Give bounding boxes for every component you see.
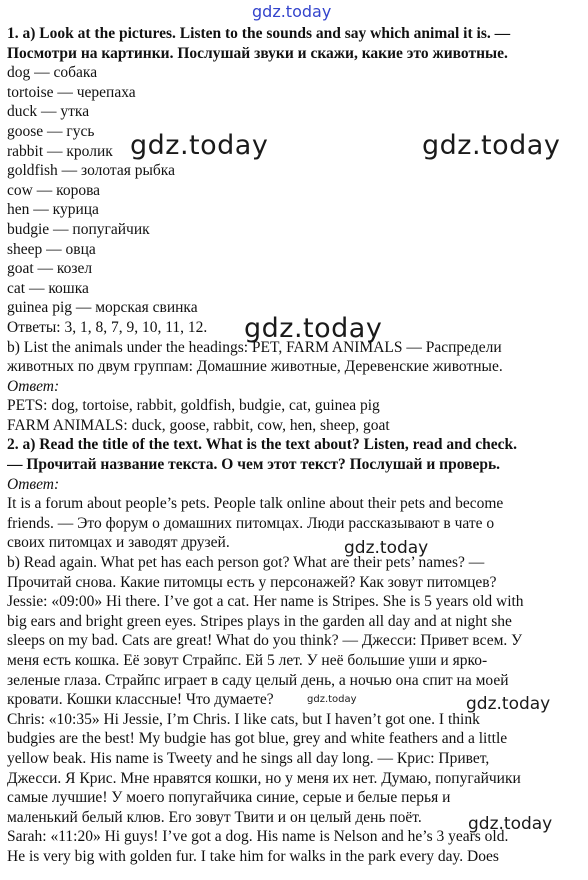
answer-line: friends. — Это форум о домашних питомцах. Люди рассказывают в чате о [7,514,495,532]
text-line: budgies are the best! My budgie has got blue, grey and white feathers and a little [7,730,508,748]
watermark: gdz.today [244,313,383,344]
vocab-line: hen — курица [7,201,99,219]
text-line: самые лучшие! У моего попугайчика синие, серые и белые перья и [7,789,451,807]
vocab-line: dog — собака [7,64,98,82]
exercise-1b-task: животных по двум группам: Домашние животные, Деревенские животные. [7,358,503,376]
answer-line: своих питомцах и заводят друзей. [7,534,230,552]
exercise-1a-heading-ru: Посмотри на картинки. Послушай звуки и скажи, какие это животные. [7,44,508,62]
watermark: gdz.today [307,694,357,705]
watermark-top: gdz.today [252,2,332,21]
answer-label: Ответ: [7,377,60,395]
exercise-2b-task: Прочитай снова. Какие питомцы есть у персонажей? Как зовут питомцев? [7,573,497,591]
text-line: маленький белый клюв. Его зовут Твити и он целый день поёт. [7,808,422,826]
text-line: Джесси. Я Крис. Мне нравятся кошки, но у меня их нет. Думаю, попугайчики [7,769,521,787]
text-line: sleeps on my bad. Cats are great! What do you think? — Джесси: Привет всем. У [7,632,523,650]
text-line: зеленые глаза. Страйпс играет в саду целый день, а ночью она спит на моей [7,671,509,689]
watermark: gdz.today [468,814,553,834]
vocab-line: goose — гусь [7,122,95,140]
answer-line: PETS: dog, tortoise, rabbit, goldfish, budgie, cat, guinea pig [7,397,380,415]
answer-line: FARM ANIMALS: duck, goose, rabbit, cow, hen, sheep, goat [7,416,390,434]
text-line: меня есть кошка. Её зовут Страйпс. Ей 5 лет. У неё большие уши и ярко- [7,652,488,669]
answer-label: Ответ: [7,475,60,493]
vocab-line: sheep — овца [7,240,96,258]
vocab-line: duck — утка [7,103,90,121]
exercise-2a-heading-ru: — Прочитай название текста. О чем этот текст? Послушай и проверь. [7,456,501,474]
text-line: yellow beak. His name is Tweety and he sings all day long. — Крис: Привет, [7,749,490,767]
text-line: He is very big with golden fur. I take him for walks in the park every day. Does [7,847,499,865]
answers-line: Ответы: 3, 1, 8, 7, 9, 10, 11, 12. [7,318,208,336]
watermark: gdz.today [130,130,269,161]
vocab-line: cow — корова [7,181,101,199]
exercise-2b-task: b) Read again. What pet has each person got? What are their pets’ names? — [7,554,485,572]
text-line: Sarah: «11:20» Hi guys! I’ve got a dog. His name is Nelson and he’s 3 years old. [7,828,509,846]
text-line: Jessie: «09:00» Hi there. I’ve got a cat. Her name is Stripes. She is 5 years old with [7,593,524,611]
vocab-line: cat — кошка [7,279,89,297]
vocab-line: guinea pig — морская свинка [7,299,198,317]
watermark: gdz.today [344,538,429,558]
document-body [7,24,584,867]
text-line: кровати. Кошки классные! Что думаете? [7,691,274,709]
watermark: gdz.today [466,694,551,714]
vocab-line: goat — козел [7,260,93,278]
exercise-1b-task: b) List the animals under the headings: PET, FARM ANIMALS — Распредели [7,338,502,356]
text-line: Chris: «10:35» Hi Jessie, I’m Chris. I like cats, but I haven’t got one. I think [7,710,480,728]
text-line: big ears and bright green eyes. Stripes plays in the garden all day and at night she [7,612,512,630]
vocab-line: goldfish — золотая рыбка [7,162,175,180]
watermark: gdz.today [422,130,561,161]
answer-line: It is a forum about people’s pets. People talk online about their pets and become [7,495,504,513]
vocab-line: rabbit — кролик [7,142,113,160]
exercise-2a-heading: 2. a) Read the title of the text. What is the text about? Listen, read and check. [7,436,518,454]
vocab-line: budgie — попугайчик [7,220,150,238]
exercise-1a-heading: 1. a) Look at the pictures. Listen to the sounds and say which animal it is. — [7,25,511,42]
vocab-line: tortoise — черепаха [7,83,136,101]
